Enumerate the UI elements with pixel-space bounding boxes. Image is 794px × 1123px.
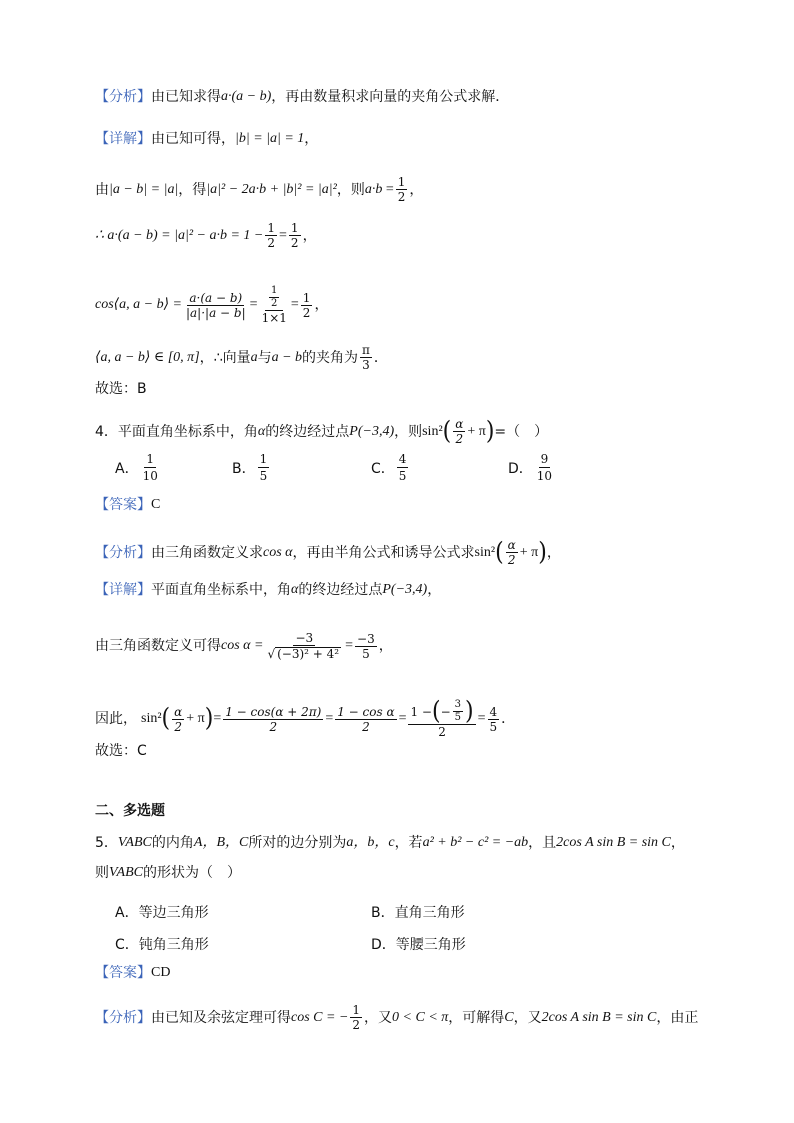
math-cos-lhs: cos⟨a, a − b⟩ = bbox=[95, 297, 182, 312]
fraction-half: $\frac{1}{2}$ bbox=[302, 290, 311, 320]
text: 由三角函数定义可得 bbox=[95, 638, 221, 654]
text: ， bbox=[546, 544, 561, 561]
q5-option-c[interactable]: C． 钝角三角形 bbox=[115, 937, 209, 953]
q4-analysis-line: 【分析】 由三角函数定义求 cos α ，再由半角公式和诱导公式求 sin² ( $\frac{\alpha}{2}$ + π ) ， bbox=[95, 537, 561, 567]
q3-analysis-text-b: ，再由数量积求向量的夹角公式求解． bbox=[271, 89, 510, 105]
q4-line-3: 因此， sin² ( $\frac{\alpha}{2}$ + π ) = $\frac{1 - \cos(\alpha + 2\pi)}{2}$ = $\frac{\text{1 − cos α}}{2}$ = 1 − ( − $\frac{3}{5}$ ) 2 = $\frac{4}{5}$ ． bbox=[95, 696, 516, 739]
math-abs-b: |b| = |a| = 1 bbox=[235, 131, 305, 146]
text: ，若 bbox=[394, 835, 423, 851]
q3-line-2 bbox=[95, 222, 317, 249]
q4-stem: 4．平面直角坐标系中，角 α 的终边经过点 P(−3,4) ，则 sin² ( $\frac{\alpha}{2}$ + π ) =（ ） bbox=[95, 416, 549, 446]
text: ，由正 bbox=[656, 1009, 699, 1026]
text: 由 bbox=[95, 181, 109, 198]
q5-option-b[interactable]: B． 直角三角形 bbox=[371, 905, 465, 921]
math-angle-set: ⟨a, a − b⟩ ∈ [0, π] bbox=[95, 349, 200, 365]
math-point: P(−3,4) bbox=[382, 582, 428, 597]
text: 由三角函数定义求 bbox=[151, 544, 263, 561]
q3-line-angle bbox=[95, 344, 388, 371]
text: ，得 bbox=[178, 181, 207, 198]
q3-detail-text: 由已知可得， bbox=[151, 131, 235, 147]
text: ，又 bbox=[513, 1009, 542, 1026]
equals: = bbox=[279, 227, 287, 243]
q5-answer-line bbox=[95, 966, 170, 980]
analysis-tag: 【分析】 bbox=[95, 544, 151, 561]
q4-line-2: 由三角函数定义可得 cos α = −3 √ (−3)² + 4² = $\frac{-3}{5}$ ， bbox=[95, 631, 393, 661]
q4-answer: C bbox=[151, 497, 161, 512]
equals: = bbox=[290, 297, 299, 312]
detail-tag: 【详解】 bbox=[95, 582, 151, 598]
text: 的形状为（ ） bbox=[142, 865, 241, 881]
fraction-pi-3: $\frac{\pi}{3}$ bbox=[362, 343, 370, 372]
math-alpha: α bbox=[257, 423, 266, 439]
q5-analysis-line: 【分析】 由已知及余弦定理可得 cos C = − $\frac{1}{2}$ ，又 0 < C < π ，可解得 C ，又 2cos A sin B = sin C ，由正 bbox=[95, 1003, 699, 1032]
math-cond2: 2cos A sin B = sin C bbox=[556, 835, 671, 850]
text: 的终边经过点 bbox=[298, 582, 383, 598]
q5-answer: CD bbox=[151, 965, 171, 980]
text: ，可解得 bbox=[448, 1009, 505, 1026]
q3-pick-text: 故选：B bbox=[95, 381, 147, 397]
q3-analysis-line bbox=[95, 90, 509, 104]
fraction-cos: $\frac{a\cdot(a - b)}{|a|\cdot|a - b|}$ bbox=[185, 290, 246, 320]
math-point: P(−3,4) bbox=[349, 423, 395, 439]
math-cos-alpha-eq: cos α = bbox=[221, 638, 264, 653]
text: ， bbox=[409, 181, 424, 198]
answer-tag: 【答案】 bbox=[95, 497, 151, 513]
section-title-text: 二、多选题 bbox=[95, 803, 165, 819]
q4-detail-line: 【详解】 平面直角坐标系中，角 α 的终边经过点 P(−3,4) ， bbox=[95, 582, 442, 598]
q4-stem-a: 4．平面直角坐标系中，角 bbox=[95, 423, 258, 440]
text: 由已知及余弦定理可得 bbox=[151, 1009, 291, 1026]
q5-option-d[interactable]: D． 等腰三角形 bbox=[371, 937, 466, 953]
analysis-tag: 【分析】 bbox=[95, 89, 151, 105]
math-vec-a: a bbox=[250, 349, 258, 365]
math-adotb: a·b bbox=[364, 181, 383, 197]
q4-stem-d: =（ ） bbox=[494, 423, 549, 440]
q3-pick bbox=[95, 382, 147, 396]
q4-option-d[interactable]: D． $\frac{9}{10}$ bbox=[508, 452, 553, 483]
math-abc: A，B，C bbox=[193, 835, 249, 850]
q4-pick bbox=[95, 744, 147, 758]
section-title bbox=[95, 804, 165, 818]
fraction-half: $\frac{1}{2}$ bbox=[267, 221, 276, 250]
math-C: C bbox=[504, 1009, 514, 1025]
math-cond2: 2cos A sin B = sin C bbox=[541, 1009, 657, 1025]
math-rangeC: 0 < C < π bbox=[392, 1009, 449, 1025]
text: 的夹角为 bbox=[302, 349, 359, 366]
q3-detail-line: 【详解】 由已知可得， |b| = |a| = 1 ， bbox=[95, 131, 319, 147]
text: 平面直角坐标系中，角 bbox=[151, 582, 291, 598]
text: ， bbox=[302, 227, 317, 244]
text: ， bbox=[427, 582, 442, 598]
text: 5． bbox=[95, 835, 118, 851]
text: ， bbox=[670, 835, 685, 851]
text: ，又 bbox=[364, 1009, 393, 1026]
q3-line-cos: cos⟨a, a − b⟩ = $\frac{a\cdot(a - b)}{|a|\cdot|a - b|}$ = $\frac{\frac{1}{2}}{1\times 1}$ = $\frac{1}{2}$ ， bbox=[95, 285, 329, 325]
q3-analysis-text-a: 由已知求得 bbox=[151, 89, 221, 105]
fraction-cos-mid: $\frac{\frac{1}{2}}{1\times 1}$ bbox=[261, 285, 287, 325]
math-expand: |a|² − 2a·b + |b|² = |a|² bbox=[206, 181, 337, 197]
text: ． bbox=[373, 349, 388, 366]
answer-tag: 【答案】 bbox=[95, 965, 151, 981]
q4-option-c[interactable]: C． $\frac{4}{5}$ bbox=[371, 452, 407, 483]
math-l2-lhs: ∴ a·(a − b) = |a|² − a·b = 1 − bbox=[95, 227, 264, 243]
detail-tag: 【详解】 bbox=[95, 131, 151, 147]
text: 与 bbox=[257, 349, 272, 366]
q4-stem-c: ，则 bbox=[394, 423, 423, 440]
q4-option-b[interactable]: B． $\frac{1}{5}$ bbox=[232, 452, 268, 483]
text: ． bbox=[501, 711, 516, 727]
fraction-half: $\frac{1}{2}$ bbox=[290, 221, 299, 250]
math-amb-abs: |a − b| = |a| bbox=[109, 181, 179, 197]
fraction-cos-alpha: −3 √ (−3)² + 4² bbox=[267, 631, 340, 661]
math-vec-amb: a − b bbox=[271, 349, 303, 365]
math-triangle: VABC bbox=[109, 865, 143, 880]
fraction-half: $\frac{1}{2}$ bbox=[397, 175, 406, 204]
q4-pick-text: 故选：C bbox=[95, 743, 147, 759]
text: 因此， bbox=[95, 711, 137, 727]
text: 所对的边分别为 bbox=[248, 835, 347, 851]
q4-answer-line bbox=[95, 498, 160, 512]
math-sin2: sin² bbox=[422, 423, 443, 439]
q4-stem-b: 的终边经过点 bbox=[265, 423, 350, 440]
math-cos-alpha: cos α bbox=[263, 544, 293, 560]
q5-option-a[interactable]: A． 等边三角形 bbox=[115, 905, 209, 921]
math-cosC: cos C = − bbox=[291, 1009, 349, 1025]
q4-option-a[interactable]: A． $\frac{1}{10}$ bbox=[115, 452, 158, 483]
analysis-tag: 【分析】 bbox=[95, 1009, 151, 1026]
math-cond1: a² + b² − c² = −ab bbox=[422, 835, 529, 850]
text: ，则 bbox=[336, 181, 365, 198]
text: ，且 bbox=[528, 835, 557, 851]
q5-stem-1 bbox=[95, 836, 685, 850]
math-a-dot-amb: a·(a − b) bbox=[221, 89, 272, 104]
text: ，∴向量 bbox=[199, 349, 251, 366]
text: ， bbox=[378, 638, 393, 654]
text: ，再由半角公式和诱导公式求 bbox=[292, 544, 475, 561]
math-sides: a，b，c bbox=[346, 835, 395, 850]
q3-line-1: 由 |a − b| = |a| ，得 |a|² − 2a·b + |b|² = |a|² ，则 a·b = $\frac{1}{2}$ ， bbox=[95, 175, 424, 204]
math-triangle: VABC bbox=[117, 835, 152, 850]
text: 的内角 bbox=[151, 835, 194, 851]
text: 则 bbox=[95, 865, 109, 881]
q5-stem-2 bbox=[95, 866, 241, 880]
